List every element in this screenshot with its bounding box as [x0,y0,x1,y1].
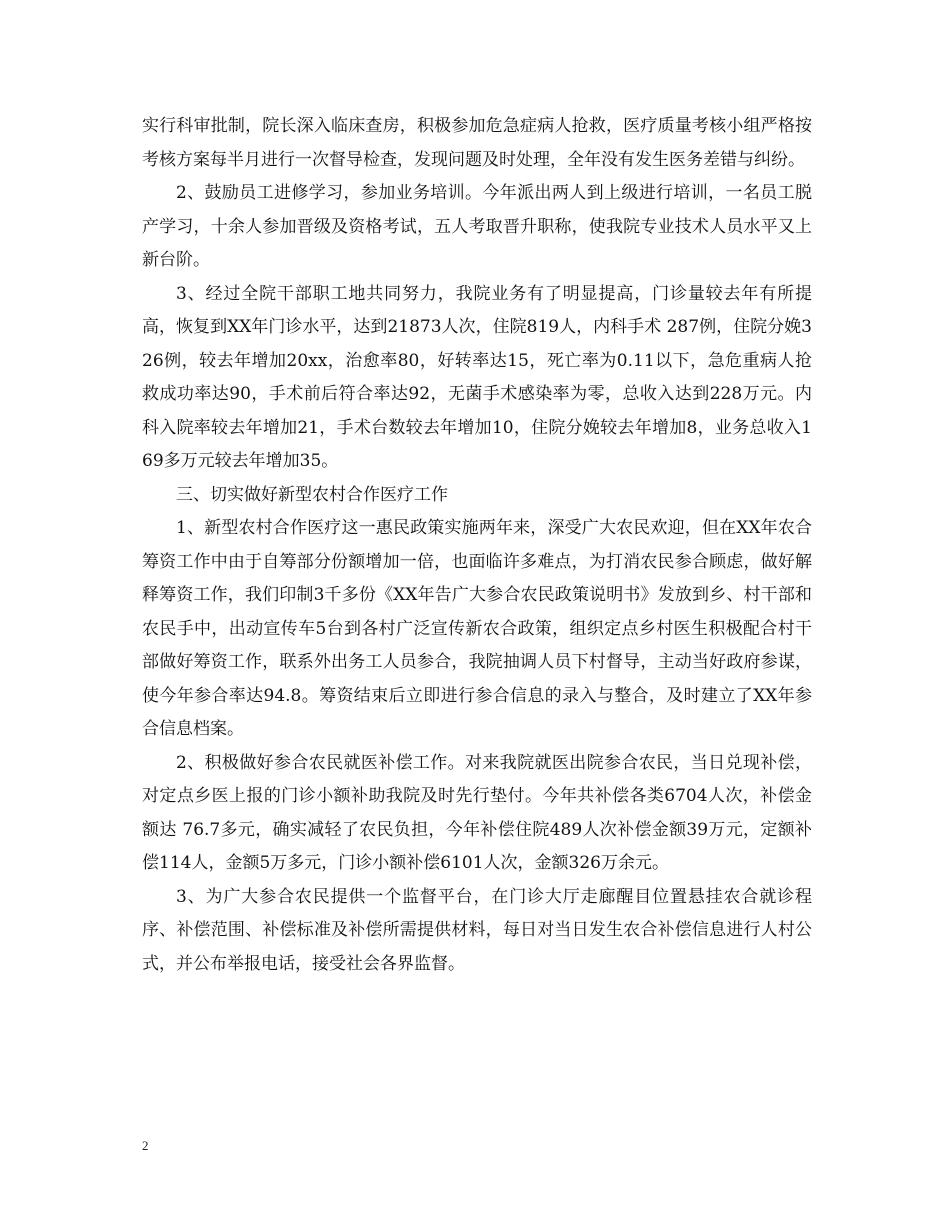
document-body [142,110,812,981]
section-heading-rural-cooperative-medical: 三、切实做好新型农村合作医疗工作 [176,484,448,505]
paragraph-funding-work: 1、新型农村合作医疗这一惠民政策实施两年来，深受广大农民欢迎，但在XX年农合筹资工作中由于自筹部分份额增加一倍，也面临许多难点，为打消农民参合顾虑，做好解释筹资工作，我们印制3千多份《XX年告广大参合农民政策说明书》发放到乡、村干部和农民手中，出动宣传车5台到各村广泛宣传新农合政策，组织定点乡村医生积极配合村干部做好筹资工作，联系外出务工人员参合，我院抽调人员下村督导，主动当好政府参谋，使今年参合率达94.8。筹资结束后立即进行参合信息的录入与整合，及时建立了XX年参合信息档案。 [142,518,812,739]
paragraph-supervision-platform: 3、为广大参合农民提供一个监督平台，在门诊大厅走廊醒目位置悬挂农合就诊程序、补偿范围、补偿标准及补偿所需提供材料，每日对当日发生农合补偿信息进行人村公式，并公布举报电话，接受社会各界监督。 [142,886,812,974]
paragraph-continuation: 实行科审批制，院长深入临床查房，积极参加危急症病人抢救，医疗质量考核小组严格按考核方案每半月进行一次督导检查，发现问题及时处理，全年没有发生医务差错与纠纷。 [142,116,812,170]
paragraph-business-growth: 3、经过全院干部职工地共同努力，我院业务有了明显提高，门诊量较去年有所提高，恢复到XX年门诊水平，达到21873人次，住院819人，内科手术 287例，住院分娩326例，较去年增加20xx，治愈率80，好转率达15，死亡率为0.11以下，急危重病人抢救成功率达90，手术前后符合率达92，无菌手术感染率为零，总收入达到228万元。内科入院率较去年增加21，手术台数较去年增加10，住院分娩较去年增加8，业务总收入169多万元较去年增加35。 [142,283,812,471]
paragraph-compensation-work: 2、积极做好参合农民就医补偿工作。对来我院就医出院参合农民，当日兑现补偿，对定点乡医上报的门诊小额补助我院及时先行垫付。今年共补偿各类6704人次，补偿金额达 76.7多元，确实减轻了农民负担，今年补偿住院489人次补偿金额39万元，定额补偿114人，金额5万多元，门诊小额补偿6101人次，金额326万余元。 [142,752,812,873]
page-number: 2 [142,1138,149,1153]
paragraph-staff-training: 2、鼓励员工进修学习，参加业务培训。今年派出两人到上级进行培训，一名员工脱产学习，十余人参加晋级及资格考试，五人考取晋升职称，使我院专业技术人员水平又上新台阶。 [142,183,812,270]
